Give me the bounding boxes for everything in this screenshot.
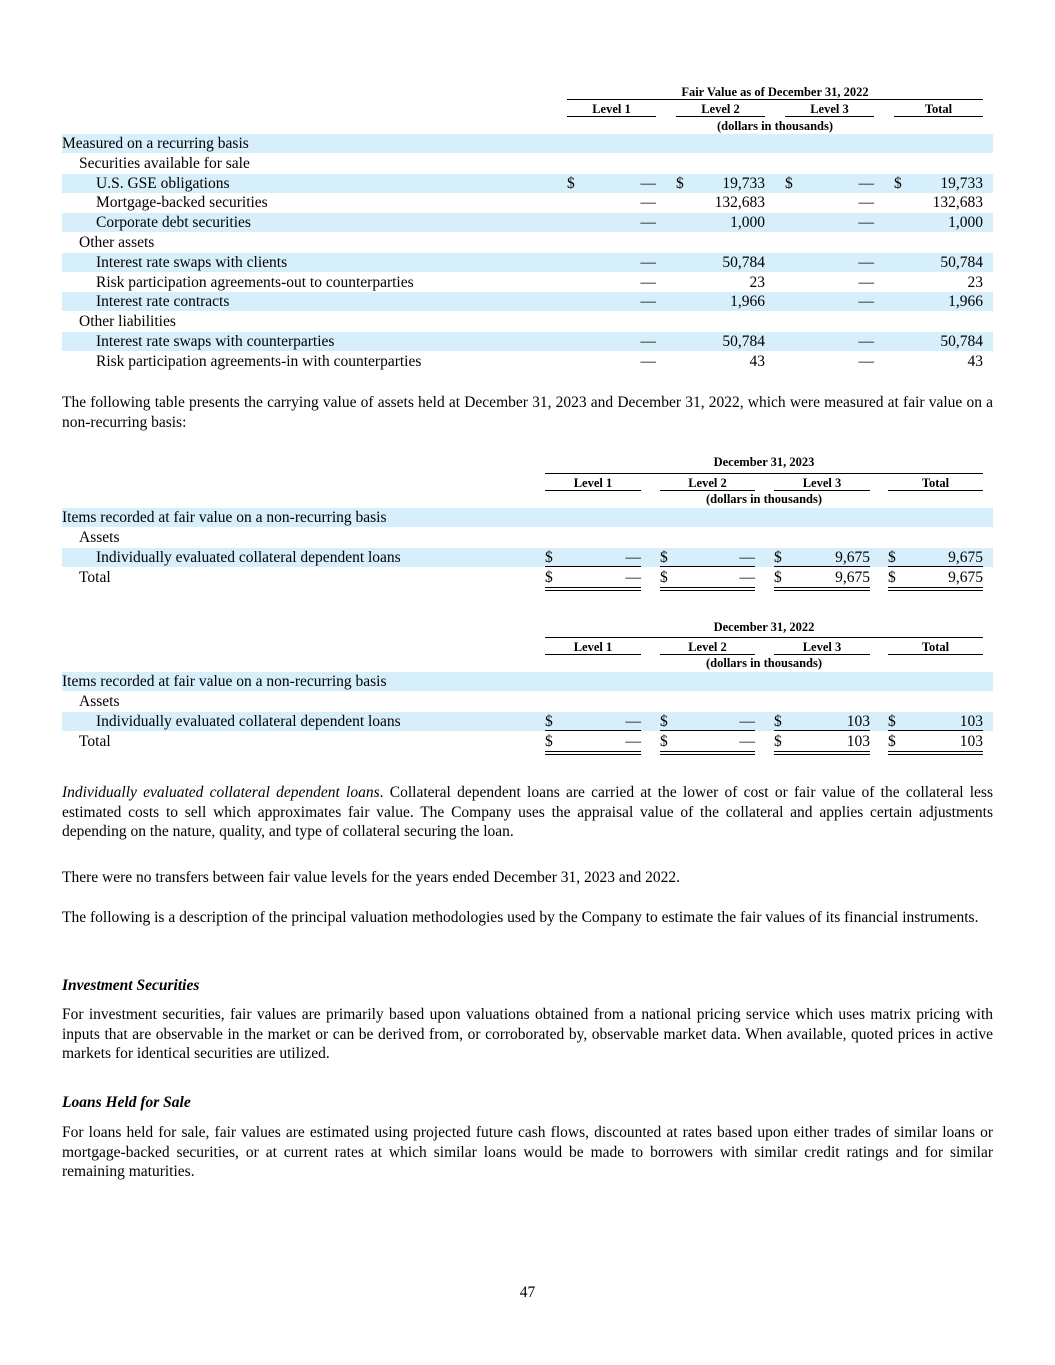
cell-value: — xyxy=(625,733,641,750)
total-double-rule xyxy=(660,751,755,755)
row-label: Assets xyxy=(79,693,120,710)
subtotal-rule xyxy=(545,730,641,731)
dollar-sign: $ xyxy=(660,549,668,566)
row-label: Items recorded at fair value on a non-recurring basis xyxy=(62,673,387,690)
cell-value: — xyxy=(625,713,641,730)
column-header-total: Total xyxy=(924,102,953,116)
table-row xyxy=(62,154,993,173)
column-header-total: Total xyxy=(921,640,950,654)
page-number: 47 xyxy=(519,1284,536,1301)
dollar-sign: $ xyxy=(660,713,668,730)
cell-value: — xyxy=(739,549,755,566)
dollar-sign: $ xyxy=(545,713,553,730)
total-double-rule xyxy=(545,751,641,755)
table-row xyxy=(62,332,993,351)
cell-value: 103 xyxy=(959,733,983,750)
cell-value: 50,784 xyxy=(940,253,983,271)
cell-value: 1,000 xyxy=(730,214,765,232)
cell-value: 23 xyxy=(749,273,765,291)
subtotal-rule xyxy=(660,566,755,567)
units-label: (dollars in thousands) xyxy=(705,656,822,670)
subtotal-rule xyxy=(660,730,755,731)
cell-value: — xyxy=(640,293,656,311)
column-header-level3: Level 3 xyxy=(802,476,842,490)
collateral-text: . Collateral dependent loans are carried at the lower of cost or fair value of the collateral less estimated costs to sell which approximates fair value. The Company uses the appraisal value of the collateral and applies certain adjustments depending on the nature, quality, and type of collateral securing the loan. xyxy=(62,784,993,840)
cell-value: — xyxy=(640,214,656,232)
cell-value: 43 xyxy=(967,352,983,370)
cell-value: 19,733 xyxy=(722,174,765,192)
table-row xyxy=(62,732,993,751)
table-row xyxy=(62,213,993,232)
dollar-sign: $ xyxy=(567,174,575,192)
cell-value: 50,784 xyxy=(722,333,765,350)
row-label: Interest rate swaps with clients xyxy=(96,253,288,271)
row-label: Total xyxy=(79,733,111,750)
column-header-level1: Level 1 xyxy=(573,640,613,654)
group-row xyxy=(62,692,993,711)
cell-value: 50,784 xyxy=(722,253,765,271)
cell-value: 19,733 xyxy=(940,174,983,192)
collateral-heading: Individually evaluated collateral dependent loans xyxy=(62,784,380,801)
total-double-rule xyxy=(774,587,870,591)
dollar-sign: $ xyxy=(888,569,896,586)
column-header-level1: Level 1 xyxy=(592,102,631,116)
cell-value: 9,675 xyxy=(948,569,983,586)
cell-value: 103 xyxy=(846,713,870,730)
column-header-level2: Level 2 xyxy=(688,640,727,654)
cell-value: — xyxy=(640,174,656,192)
cell-value: 9,675 xyxy=(835,569,870,586)
subtotal-rule xyxy=(774,566,870,567)
row-label: Securities available for sale xyxy=(79,154,250,172)
dollar-sign: $ xyxy=(888,549,896,566)
row-label: Corporate debt securities xyxy=(96,214,251,232)
total-double-rule xyxy=(660,587,755,591)
table-row xyxy=(62,568,993,587)
cell-value: — xyxy=(858,352,874,370)
row-label: Interest rate contracts xyxy=(96,293,230,311)
row-label: Interest rate swaps with counterparties xyxy=(96,333,335,350)
investment-securities-paragraph: For investment securities, fair values are primarily based upon valuations obtained from a national pricing service which uses matrix pricing with inputs that are observable in the market or can be derived from, or corroborated by, observable market data. When available, quoted prices in active markets for identical securities are utilized. xyxy=(62,1006,993,1062)
table-row xyxy=(62,134,993,153)
dollar-sign: $ xyxy=(660,733,668,750)
dollar-sign: $ xyxy=(774,549,782,566)
cell-value: 103 xyxy=(846,733,870,750)
section-row xyxy=(62,672,993,691)
loans-held-for-sale-heading: Loans Held for Sale xyxy=(62,1094,191,1111)
dollar-sign: $ xyxy=(545,569,553,586)
dollar-sign: $ xyxy=(774,713,782,730)
table-row xyxy=(62,273,993,292)
methodology-paragraph: The following is a description of the principal valuation methodologies used by the Company to estimate the fair values of its financial instruments. xyxy=(62,909,979,926)
dollar-sign: $ xyxy=(545,549,553,566)
column-header-total: Total xyxy=(921,476,950,490)
dollar-sign: $ xyxy=(774,569,782,586)
table-row xyxy=(62,292,993,311)
cell-value: 43 xyxy=(749,352,765,370)
subtotal-rule xyxy=(888,566,983,567)
cell-value: — xyxy=(625,549,641,566)
cell-value: — xyxy=(858,333,874,350)
collateral-paragraph xyxy=(62,783,993,842)
loans-held-for-sale-paragraph: For loans held for sale, fair values are estimated using projected future cash flows, discounted at rates based upon either trades of similar loans or mortgage-backed securities, or at current rates at which similar loans would be made to borrowers with similar credit ratings and for similar remaining maturities. xyxy=(62,1124,993,1180)
cell-value: 132,683 xyxy=(714,194,765,212)
cell-value: 132,683 xyxy=(932,194,983,212)
cell-value: — xyxy=(640,333,656,350)
subtotal-rule xyxy=(545,566,641,567)
cell-value: — xyxy=(858,253,874,271)
cell-value: 9,675 xyxy=(835,549,870,566)
table-row xyxy=(62,352,993,371)
cell-value: 1,966 xyxy=(948,293,983,311)
cell-value: 9,675 xyxy=(948,549,983,566)
table-title: Fair Value as of December 31, 2022 xyxy=(681,85,869,99)
cell-value: 1,000 xyxy=(948,214,983,232)
column-header-level1: Level 1 xyxy=(573,476,613,490)
investment-securities-heading: Investment Securities xyxy=(62,977,200,994)
cell-value: — xyxy=(625,569,641,586)
dollar-sign: $ xyxy=(785,174,793,192)
intro-paragraph: The following table presents the carrying value of assets held at December 31, 2023 and December 31, 2022, which were measured at fair value on a non-recurring basis: xyxy=(62,394,993,431)
cell-value: — xyxy=(640,253,656,271)
table-row xyxy=(62,233,993,252)
total-double-rule xyxy=(888,587,983,591)
total-double-rule xyxy=(774,751,870,755)
table-row xyxy=(62,253,993,272)
cell-value: — xyxy=(640,273,656,291)
dollar-sign: $ xyxy=(888,733,896,750)
row-label: Risk participation agreements-out to counterparties xyxy=(96,273,414,291)
row-label: Total xyxy=(79,569,111,586)
column-header-level3: Level 3 xyxy=(810,102,849,116)
table-row xyxy=(62,548,993,567)
dollar-sign: $ xyxy=(894,174,902,192)
dollar-sign: $ xyxy=(676,174,684,192)
column-header-level3: Level 3 xyxy=(802,640,842,654)
total-double-rule xyxy=(545,587,641,591)
cell-value: — xyxy=(858,214,874,232)
cell-value: 1,966 xyxy=(730,293,765,311)
table-row xyxy=(62,174,993,193)
table-title: December 31, 2023 xyxy=(713,455,815,469)
cell-value: — xyxy=(858,174,874,192)
total-double-rule xyxy=(888,751,983,755)
column-header-level2: Level 2 xyxy=(688,476,727,490)
row-label: Individually evaluated collateral dependent loans xyxy=(96,713,401,730)
cell-value: — xyxy=(739,713,755,730)
cell-value: — xyxy=(858,194,874,212)
row-label: Assets xyxy=(79,529,120,546)
row-label: Measured on a recurring basis xyxy=(62,135,249,152)
row-label: Mortgage-backed securities xyxy=(96,194,268,212)
subtotal-rule xyxy=(888,730,983,731)
dollar-sign: $ xyxy=(545,733,553,750)
row-label: Individually evaluated collateral dependent loans xyxy=(96,549,401,566)
table-row xyxy=(62,712,993,731)
table-row xyxy=(62,312,993,331)
cell-value: — xyxy=(640,194,656,212)
row-label: Other assets xyxy=(79,234,155,251)
subtotal-rule xyxy=(774,730,870,731)
dollar-sign: $ xyxy=(888,713,896,730)
transfers-paragraph: There were no transfers between fair value levels for the years ended December 31, 2023 and 2022. xyxy=(62,869,681,886)
cell-value: — xyxy=(640,352,656,370)
cell-value: 23 xyxy=(967,273,983,291)
cell-value: — xyxy=(739,569,755,586)
cell-value: 103 xyxy=(959,713,983,730)
cell-value: — xyxy=(739,733,755,750)
cell-value: — xyxy=(858,273,874,291)
units-label: (dollars in thousands) xyxy=(705,492,822,506)
row-label: Items recorded at fair value on a non-recurring basis xyxy=(62,509,387,526)
row-label: Risk participation agreements-in with counterparties xyxy=(96,352,422,370)
table-row xyxy=(62,193,993,212)
dollar-sign: $ xyxy=(660,569,668,586)
row-label: U.S. GSE obligations xyxy=(96,174,230,192)
dollar-sign: $ xyxy=(774,733,782,750)
cell-value: — xyxy=(858,293,874,311)
row-label: Other liabilities xyxy=(79,313,176,331)
units-label: (dollars in thousands) xyxy=(716,119,833,133)
section-row xyxy=(62,508,993,527)
group-row xyxy=(62,528,993,547)
table-title: December 31, 2022 xyxy=(713,620,815,634)
column-header-level2: Level 2 xyxy=(701,102,740,116)
cell-value: 50,784 xyxy=(940,333,983,350)
